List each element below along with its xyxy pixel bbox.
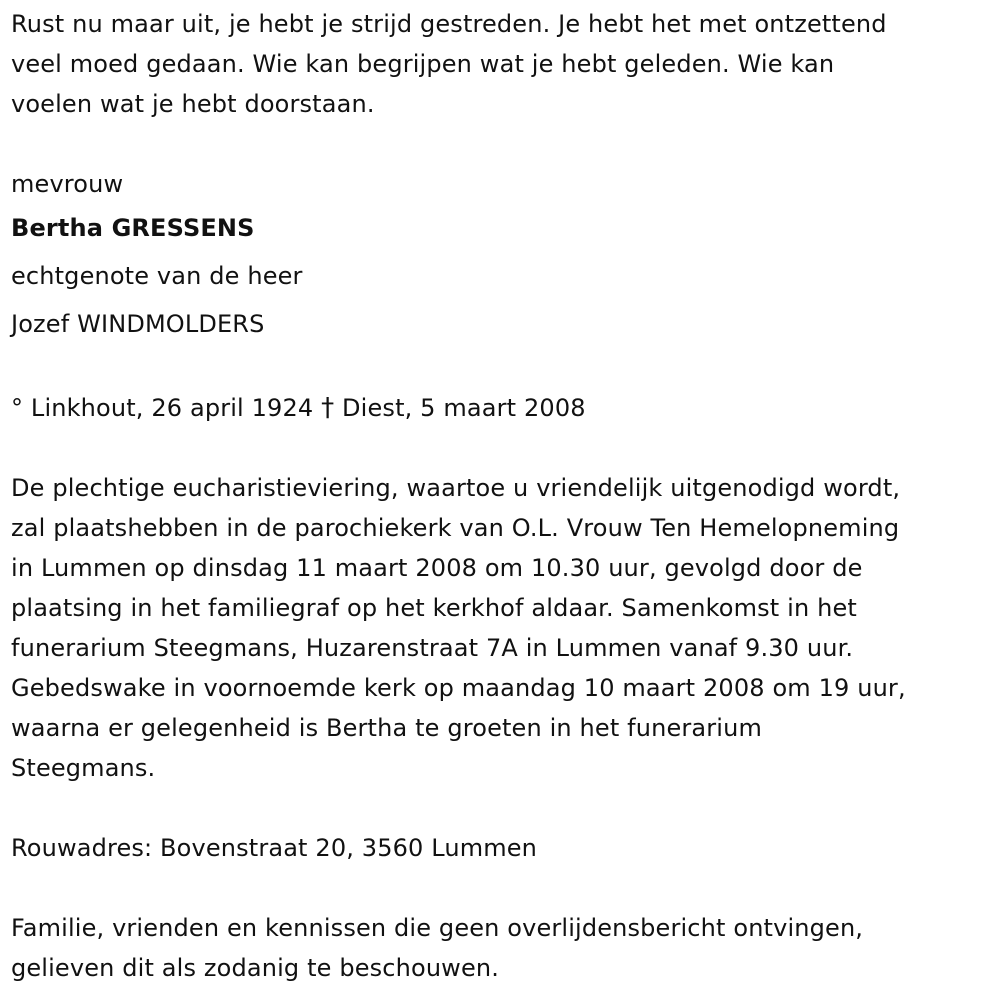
intro-line: veel moed gedaan. Wie kan begrijpen wat je hebt geleden. Wie kan	[11, 50, 835, 78]
spacer	[11, 868, 991, 908]
ceremony-line: funerarium Steegmans, Huzarenstraat 7A in Lummen vanaf 9.30 uur.	[11, 634, 854, 662]
mourning-address: Rouwadres: Bovenstraat 20, 3560 Lummen	[11, 834, 538, 862]
intro-line: voelen wat je hebt doorstaan.	[11, 90, 375, 118]
spacer	[11, 348, 991, 388]
intro-poem	[11, 4, 991, 124]
deceased-title: mevrouw	[11, 170, 124, 198]
ceremony-paragraph	[11, 468, 991, 788]
deceased-name: Bertha GRESSENS	[11, 214, 255, 242]
spacer	[11, 788, 991, 828]
death-date: Diest, 5 maart 2008	[342, 394, 586, 422]
closing-paragraph	[11, 908, 991, 988]
ceremony-line: De plechtige eucharistieviering, waartoe u vriendelijk uitgenodigd wordt,	[11, 474, 901, 502]
ceremony-line: Steegmans.	[11, 754, 156, 782]
cross-icon: †	[321, 393, 335, 423]
dates-line	[11, 388, 991, 428]
death-notice	[11, 4, 991, 988]
spacer	[11, 124, 991, 164]
ceremony-line: zal plaatshebben in de parochiekerk van O.L. Vrouw Ten Hemelopneming	[11, 514, 900, 542]
ceremony-line: plaatsing in het familiegraf op het kerkhof aldaar. Samenkomst in het	[11, 594, 857, 622]
closing-line: Familie, vrienden en kennissen die geen overlijdensbericht ontvingen,	[11, 914, 864, 942]
ceremony-line: Gebedswake in voornoemde kerk op maandag 10 maart 2008 om 19 uur,	[11, 674, 906, 702]
deceased-block	[11, 164, 991, 348]
deceased-relation: echtgenote van de heer	[11, 262, 303, 290]
ceremony-line: in Lummen op dinsdag 11 maart 2008 om 10.30 uur, gevolgd door de	[11, 554, 863, 582]
spouse-name: Jozef WINDMOLDERS	[11, 310, 265, 338]
ceremony-line: waarna er gelegenheid is Bertha te groeten in het funerarium	[11, 714, 763, 742]
closing-line: gelieven dit als zodanig te beschouwen.	[11, 954, 500, 982]
spacer	[11, 428, 991, 468]
intro-line: Rust nu maar uit, je hebt je strijd gestreden. Je hebt het met ontzettend	[11, 10, 887, 38]
birth-date: ° Linkhout, 26 april 1924	[11, 394, 314, 422]
